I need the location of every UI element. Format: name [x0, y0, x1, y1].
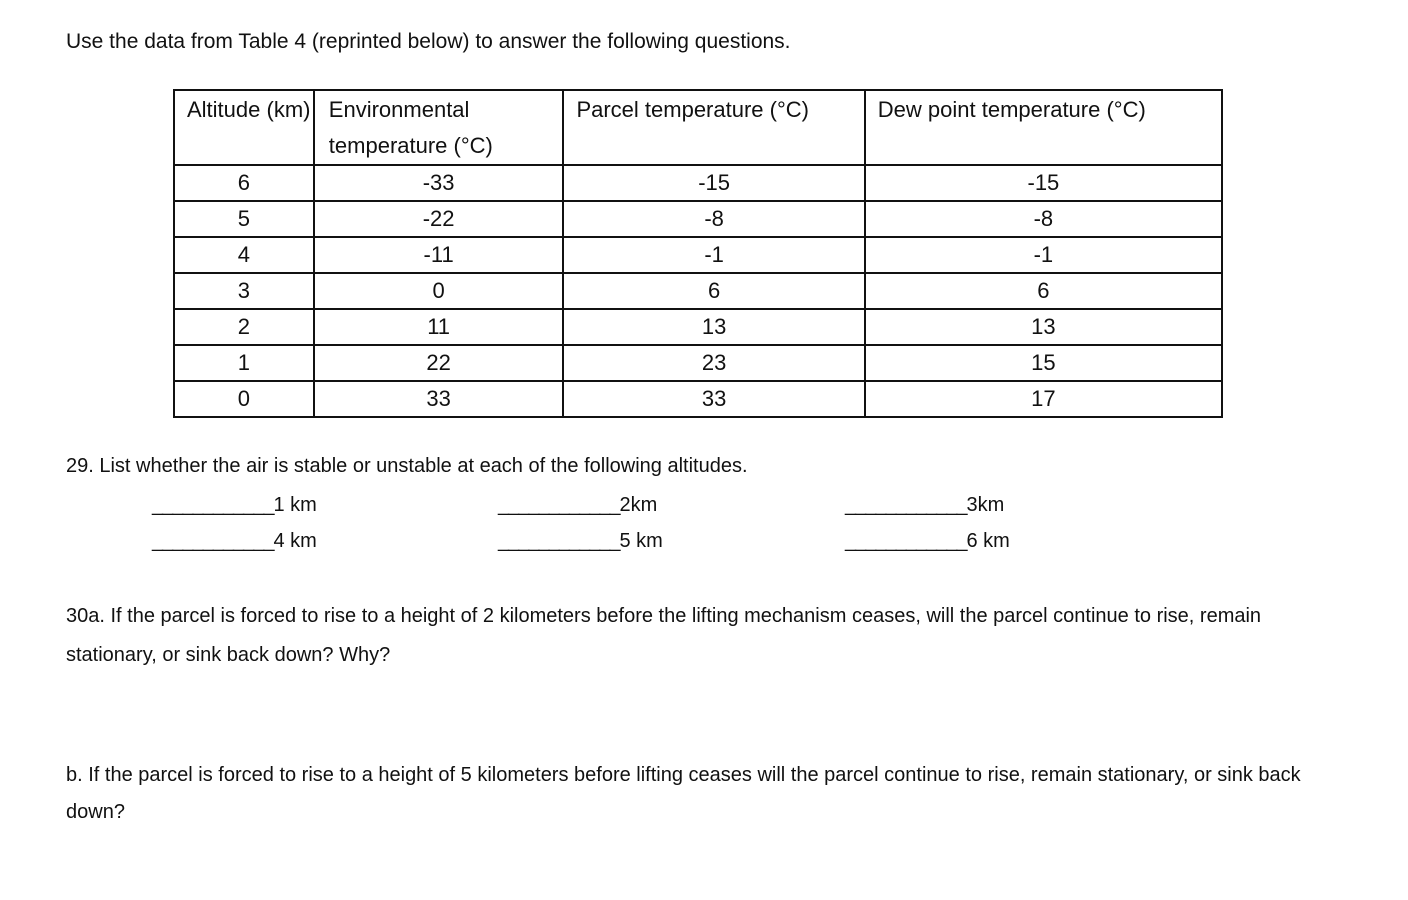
cell-parcel-temp: 33 [563, 381, 864, 417]
cell-parcel-temp: -1 [563, 237, 864, 273]
cell-altitude: 6 [174, 165, 314, 201]
blank-label: 3km [966, 494, 1005, 516]
blank-label: 1 km [273, 494, 317, 516]
table-row [174, 237, 1222, 273]
blank-line: ____________ [152, 530, 274, 552]
answer-blank-6km [845, 530, 1010, 553]
header-dew-point-temp: Dew point temperature (°C) [865, 90, 1222, 165]
cell-parcel-temp: -8 [563, 201, 864, 237]
cell-parcel-temp: 6 [563, 273, 864, 309]
cell-environmental-temp: -33 [314, 165, 564, 201]
cell-environmental-temp: 33 [314, 381, 564, 417]
blank-line: ____________ [498, 530, 620, 552]
cell-parcel-temp: 23 [563, 345, 864, 381]
header-environmental-temp: Environmental temperature (°C) [314, 90, 564, 165]
table-row [174, 309, 1222, 345]
instructions: Use the data from Table 4 (reprinted below) to answer the following questions. [66, 30, 791, 53]
cell-parcel-temp: -15 [563, 165, 864, 201]
header-altitude: Altitude (km) [174, 90, 314, 165]
cell-environmental-temp: -11 [314, 237, 564, 273]
table-row [174, 165, 1222, 201]
cell-dew-point-temp: -15 [865, 165, 1222, 201]
table-row [174, 345, 1222, 381]
blank-line: ____________ [845, 494, 967, 516]
cell-dew-point-temp: 13 [865, 309, 1222, 345]
blank-label: 5 km [619, 530, 663, 552]
cell-dew-point-temp: 17 [865, 381, 1222, 417]
cell-altitude: 4 [174, 237, 314, 273]
blank-line: ____________ [152, 494, 274, 516]
table-row [174, 273, 1222, 309]
answer-blank-5km [498, 530, 663, 553]
cell-environmental-temp: 11 [314, 309, 564, 345]
cell-dew-point-temp: 6 [865, 273, 1222, 309]
table-row [174, 381, 1222, 417]
blank-line: ____________ [845, 530, 967, 552]
cell-altitude: 3 [174, 273, 314, 309]
data-table [173, 89, 1223, 418]
answer-blank-3km [845, 494, 1004, 517]
table-header-row [174, 90, 1222, 165]
blank-label: 6 km [966, 530, 1010, 552]
question-29-prompt: 29. List whether the air is stable or unstable at each of the following altitudes. [66, 455, 748, 477]
answer-blank-4km [152, 530, 317, 553]
cell-parcel-temp: 13 [563, 309, 864, 345]
question-30a: 30a. If the parcel is forced to rise to a height of 2 kilometers before the lifting mechanism ceases, will the parcel continue to rise, remain stationary, or sink back down? Why? [66, 605, 1262, 666]
blank-label: 4 km [273, 530, 317, 552]
table-row [174, 201, 1222, 237]
cell-altitude: 5 [174, 201, 314, 237]
cell-altitude: 1 [174, 345, 314, 381]
header-parcel-temp: Parcel temperature (°C) [563, 90, 864, 165]
blank-line: ____________ [498, 494, 620, 516]
blank-label: 2km [619, 494, 658, 516]
cell-environmental-temp: -22 [314, 201, 564, 237]
cell-dew-point-temp: -1 [865, 237, 1222, 273]
cell-altitude: 0 [174, 381, 314, 417]
cell-altitude: 2 [174, 309, 314, 345]
cell-dew-point-temp: 15 [865, 345, 1222, 381]
answer-blank-1km [152, 494, 317, 517]
cell-environmental-temp: 0 [314, 273, 564, 309]
cell-environmental-temp: 22 [314, 345, 564, 381]
answer-blank-2km [498, 494, 657, 517]
cell-dew-point-temp: -8 [865, 201, 1222, 237]
question-30b: b. If the parcel is forced to rise to a height of 5 kilometers before lifting ceases will the parcel continue to rise, remain stationary, or sink back down? [66, 764, 1301, 823]
